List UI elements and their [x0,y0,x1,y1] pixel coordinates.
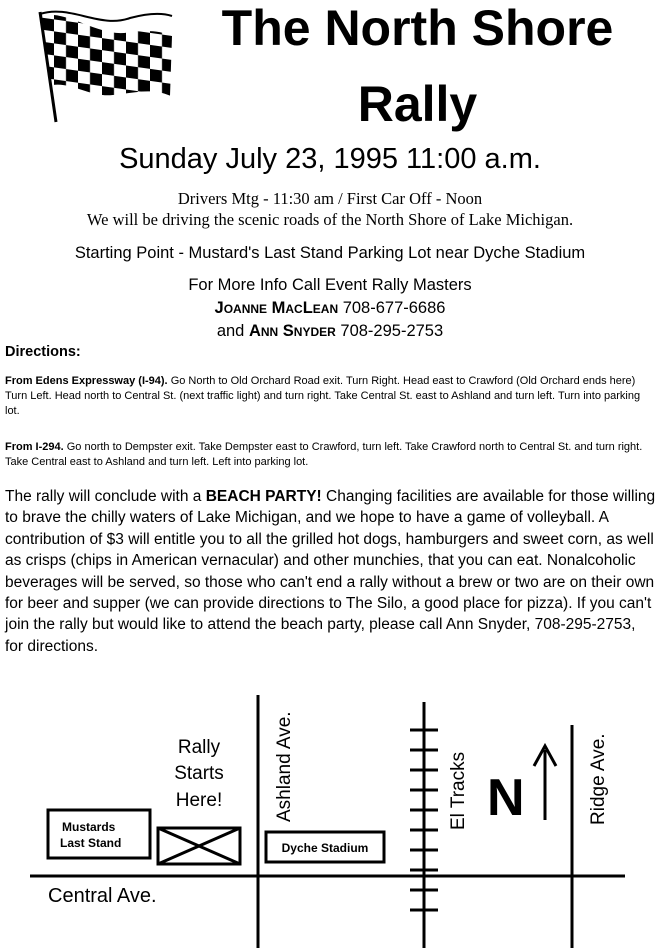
mustards-box [48,810,150,858]
el-tracks-label: El Tracks [448,751,469,830]
north-letter: N [487,769,525,827]
title-line-1: The North Shore [221,0,614,56]
contact-1 [0,297,660,319]
directions-heading: Directions: [5,344,81,360]
rally-starts-line-3: Here! [175,790,223,811]
contact-2-phone: 708-295-2753 [340,322,444,340]
directions-i294 [5,440,655,470]
beach-party-text-after: Changing facilities are available for those willing to brave the chilly waters of Lake Michigan, and we hope to have a game of volleyball. A contribution of $3 will entitle you to all the grilled hot dogs, hamburgers and sweet corn, as well as crisps (chips in American vernacular) and other munchies, that you can eat. Nonalcoholic beverages will be served, so those who can't end a rally without a brew or two are on their own for beer and supper (we can provide directions to The Silo, a good place for pizza). If you can't join the rally but would like to attend the beach party, please call Ann Snyder, 708-295-2753, for directions. [5,488,656,655]
directions-map [0,680,660,950]
directions-edens-label: From Edens Expressway (I-94). [5,375,168,387]
page-title [175,0,660,132]
event-date-time: Sunday July 23, 1995 11:00 a.m. [119,143,541,175]
mustards-label-2: Last Stand [60,836,122,850]
dyche-stadium-label: Dyche Stadium [281,841,369,855]
el-tracks-line [410,702,438,948]
scenic-roads-line: We will be driving the scenic roads of the North Shore of Lake Michigan. [86,210,574,229]
contact-1-name: Joanne MacLean [214,299,339,317]
beach-party-text-before: The rally will conclude with a [5,488,206,505]
north-arrow-icon [534,746,556,820]
contact-2-name: Ann Snyder [248,322,336,340]
ashland-ave-label: Ashland Ave. [274,711,295,822]
rally-starts-line-1: Rally [177,737,221,758]
rally-starts-line-2: Starts [174,763,224,784]
ridge-ave-label: Ridge Ave. [588,733,609,825]
directions-i294-label: From I-294. [5,441,64,453]
directions-edens-text: Go North to Old Orchard Road exit. Turn Right. Head east to Crawford (Old Orchard ends here) Turn Left. Head north to Central St. (next traffic light) and turn right. Take Central St. east to Ashland and turn left. Turn into parking lot. [5,375,641,417]
drivers-meeting-line: Drivers Mtg - 11:30 am / First Car Off - Noon [177,189,483,208]
central-ave-label: Central Ave. [48,885,157,907]
mustards-label-1: Mustards [62,820,116,834]
starting-point-line: Starting Point - Mustard's Last Stand Parking Lot near Dyche Stadium [74,244,586,262]
contact-2-prefix: and [216,322,245,340]
beach-party-paragraph [5,486,657,657]
directions-i294-text: Go north to Dempster exit. Take Dempster east to Crawford, turn left. Take Crawford north to Central St. and turn right. Take Central east to Ashland and turn left. Left into parking lot. [5,441,643,468]
contact-1-phone: 708-677-6686 [342,299,446,317]
contact-2 [0,320,660,342]
more-info-line: For More Info Call Event Rally Masters [188,276,472,294]
start-box [158,828,240,864]
directions-edens [5,374,655,419]
checkered-flag-icon [30,4,180,124]
beach-party-highlight: BEACH PARTY! [205,488,322,505]
title-line-2: Rally [357,76,478,132]
